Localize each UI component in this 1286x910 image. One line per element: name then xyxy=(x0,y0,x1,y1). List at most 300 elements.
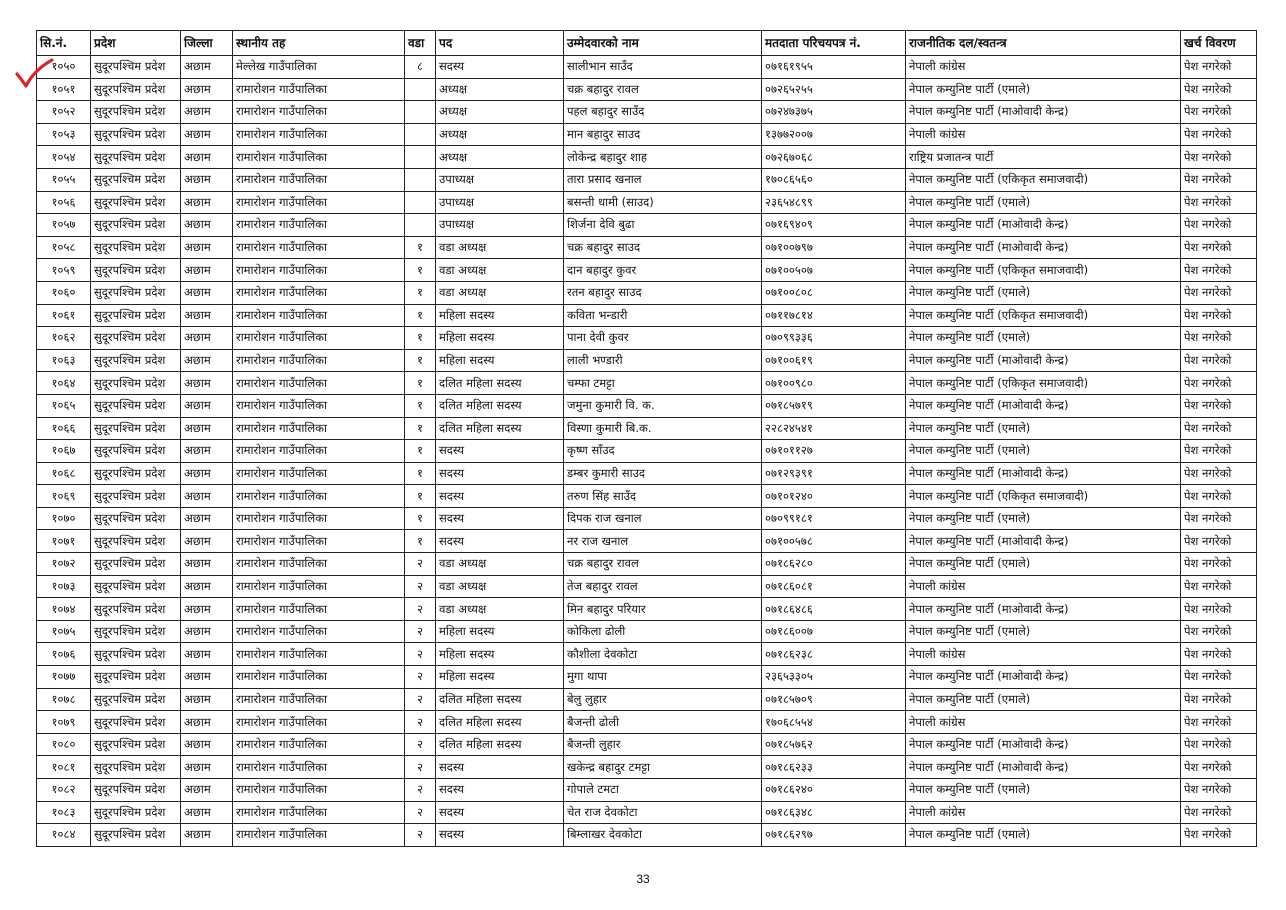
table-row xyxy=(37,620,1257,643)
cell-local-level: रामारोशन गाउँपालिका xyxy=(233,349,405,372)
cell-candidate-name: चक्र बहादुर रावल xyxy=(564,78,762,101)
cell-expense-status: पेश नगरेको xyxy=(1181,824,1257,847)
table-row xyxy=(37,666,1257,689)
cell-ward: २ xyxy=(405,733,436,756)
cell-expense-status: पेश नगरेको xyxy=(1181,259,1257,282)
cell-voter-id: ०७१०११२७ xyxy=(762,440,906,463)
cell-local-level: रामारोशन गाउँपालिका xyxy=(233,394,405,417)
cell-local-level: रामारोशन गाउँपालिका xyxy=(233,824,405,847)
cell-party: नेपाल कम्युनिष्ट पार्टी (माओवादी केन्द्र) xyxy=(906,101,1181,124)
cell-province: सुदूरपश्चिम प्रदेश xyxy=(91,801,181,824)
cell-serial: १०७५ xyxy=(37,620,91,643)
cell-party: नेपाल कम्युनिष्ट पार्टी (एकिकृत समाजवादी) xyxy=(906,168,1181,191)
cell-ward: १ xyxy=(405,530,436,553)
header-post: पद xyxy=(436,31,564,56)
table-row xyxy=(37,349,1257,372)
cell-serial: १०५६ xyxy=(37,191,91,214)
cell-candidate-name: मिन बहादुर परियार xyxy=(564,598,762,621)
table-row xyxy=(37,236,1257,259)
cell-party: नेपाल कम्युनिष्ट पार्टी (एमाले) xyxy=(906,78,1181,101)
cell-local-level: रामारोशन गाउँपालिका xyxy=(233,779,405,802)
cell-post: वडा अध्यक्ष xyxy=(436,281,564,304)
cell-expense-status: पेश नगरेको xyxy=(1181,349,1257,372)
cell-province: सुदूरपश्चिम प्रदेश xyxy=(91,733,181,756)
cell-province: सुदूरपश्चिम प्रदेश xyxy=(91,394,181,417)
cell-serial: १०६१ xyxy=(37,304,91,327)
cell-party: नेपाली कांग्रेस xyxy=(906,575,1181,598)
cell-district: अछाम xyxy=(181,462,233,485)
cell-post: सदस्य xyxy=(436,530,564,553)
cell-ward: २ xyxy=(405,643,436,666)
cell-local-level: रामारोशन गाउँपालिका xyxy=(233,666,405,689)
cell-local-level: रामारोशन गाउँपालिका xyxy=(233,372,405,395)
cell-voter-id: २३६५३३०५ xyxy=(762,666,906,689)
table-row xyxy=(37,281,1257,304)
cell-province: सुदूरपश्चिम प्रदेश xyxy=(91,598,181,621)
cell-party: नेपाल कम्युनिष्ट पार्टी (एकिकृत समाजवादी) xyxy=(906,372,1181,395)
cell-expense-status: पेश नगरेको xyxy=(1181,78,1257,101)
cell-district: अछाम xyxy=(181,575,233,598)
cell-serial: १०७४ xyxy=(37,598,91,621)
table-row xyxy=(37,372,1257,395)
cell-local-level: रामारोशन गाउँपालिका xyxy=(233,417,405,440)
cell-voter-id: ०७१८५७०९ xyxy=(762,688,906,711)
table-row xyxy=(37,168,1257,191)
cell-expense-status: पेश नगरेको xyxy=(1181,553,1257,576)
cell-candidate-name: बैजन्ती ढोली xyxy=(564,711,762,734)
cell-party: नेपाल कम्युनिष्ट पार्टी (एमाले) xyxy=(906,824,1181,847)
cell-voter-id: २३६५४८९९ xyxy=(762,191,906,214)
cell-ward: १ xyxy=(405,281,436,304)
cell-post: महिला सदस्य xyxy=(436,349,564,372)
cell-ward: १ xyxy=(405,372,436,395)
cell-district: अछाम xyxy=(181,101,233,124)
cell-candidate-name: लाली भण्डारी xyxy=(564,349,762,372)
cell-ward xyxy=(405,191,436,214)
cell-post: सदस्य xyxy=(436,779,564,802)
table-row xyxy=(37,462,1257,485)
cell-ward xyxy=(405,78,436,101)
cell-post: दलित महिला सदस्य xyxy=(436,688,564,711)
cell-serial: १०७७ xyxy=(37,666,91,689)
cell-serial: १०७८ xyxy=(37,688,91,711)
cell-local-level: रामारोशन गाउँपालिका xyxy=(233,553,405,576)
cell-district: अछाम xyxy=(181,417,233,440)
cell-district: अछाम xyxy=(181,666,233,689)
cell-expense-status: पेश नगरेको xyxy=(1181,801,1257,824)
table-row xyxy=(37,146,1257,169)
table-row xyxy=(37,440,1257,463)
table-row xyxy=(37,56,1257,79)
cell-candidate-name: बेलु लुहार xyxy=(564,688,762,711)
cell-local-level: रामारोशन गाउँपालिका xyxy=(233,620,405,643)
cell-district: अछाम xyxy=(181,620,233,643)
cell-province: सुदूरपश्चिम प्रदेश xyxy=(91,620,181,643)
cell-candidate-name: खकेन्द्र बहादुर टमट्टा xyxy=(564,756,762,779)
cell-district: अछाम xyxy=(181,146,233,169)
cell-serial: १०५० xyxy=(37,56,91,79)
table-header-row xyxy=(37,31,1257,56)
cell-voter-id: ०७११७८१४ xyxy=(762,304,906,327)
cell-post: दलित महिला सदस्य xyxy=(436,394,564,417)
cell-expense-status: पेश नगरेको xyxy=(1181,598,1257,621)
cell-ward: २ xyxy=(405,553,436,576)
cell-candidate-name: दिपक राज खनाल xyxy=(564,507,762,530)
cell-candidate-name: मुगा थापा xyxy=(564,666,762,689)
table-row xyxy=(37,485,1257,508)
cell-province: सुदूरपश्चिम प्रदेश xyxy=(91,327,181,350)
cell-expense-status: पेश नगरेको xyxy=(1181,191,1257,214)
table-row xyxy=(37,575,1257,598)
cell-party: नेपाल कम्युनिष्ट पार्टी (एमाले) xyxy=(906,281,1181,304)
cell-district: अछाम xyxy=(181,779,233,802)
cell-district: अछाम xyxy=(181,281,233,304)
cell-candidate-name: तरुण सिंह साउँद xyxy=(564,485,762,508)
cell-voter-id: ०७१०१२४० xyxy=(762,485,906,508)
cell-candidate-name: चक्र बहादुर साउद xyxy=(564,236,762,259)
cell-post: वडा अध्यक्ष xyxy=(436,553,564,576)
cell-district: अछाम xyxy=(181,507,233,530)
cell-serial: १०६८ xyxy=(37,462,91,485)
header-ward: वडा xyxy=(405,31,436,56)
cell-ward: १ xyxy=(405,327,436,350)
cell-serial: १०५७ xyxy=(37,214,91,237)
cell-district: अछाम xyxy=(181,756,233,779)
table-row xyxy=(37,711,1257,734)
cell-local-level: रामारोशन गाउँपालिका xyxy=(233,101,405,124)
cell-province: सुदूरपश्चिम प्रदेश xyxy=(91,191,181,214)
cell-ward: २ xyxy=(405,779,436,802)
cell-local-level: रामारोशन गाउँपालिका xyxy=(233,281,405,304)
table-row xyxy=(37,191,1257,214)
cell-ward: १ xyxy=(405,394,436,417)
cell-voter-id: ०७१००९८० xyxy=(762,372,906,395)
cell-local-level: रामारोशन गाउँपालिका xyxy=(233,259,405,282)
cell-ward: १ xyxy=(405,304,436,327)
cell-local-level: रामारोशन गाउँपालिका xyxy=(233,462,405,485)
cell-serial: १०६४ xyxy=(37,372,91,395)
cell-province: सुदूरपश्चिम प्रदेश xyxy=(91,101,181,124)
cell-province: सुदूरपश्चिम प्रदेश xyxy=(91,417,181,440)
cell-post: सदस्य xyxy=(436,56,564,79)
cell-ward: १ xyxy=(405,507,436,530)
cell-party: नेपाल कम्युनिष्ट पार्टी (एमाले) xyxy=(906,440,1181,463)
cell-ward: १ xyxy=(405,462,436,485)
cell-voter-id: १७०८६५६० xyxy=(762,168,906,191)
cell-voter-id: ०७१००६१९ xyxy=(762,349,906,372)
cell-post: अध्यक्ष xyxy=(436,78,564,101)
cell-province: सुदूरपश्चिम प्रदेश xyxy=(91,259,181,282)
cell-district: अछाम xyxy=(181,733,233,756)
cell-post: उपाध्यक्ष xyxy=(436,191,564,214)
cell-candidate-name: सालीभान साउँद xyxy=(564,56,762,79)
cell-ward: १ xyxy=(405,259,436,282)
cell-serial: १०६७ xyxy=(37,440,91,463)
cell-ward: १ xyxy=(405,440,436,463)
cell-local-level: रामारोशन गाउँपालिका xyxy=(233,146,405,169)
cell-voter-id: ०७१८६४८६ xyxy=(762,598,906,621)
cell-local-level: रामारोशन गाउँपालिका xyxy=(233,123,405,146)
cell-candidate-name: तारा प्रसाद खनाल xyxy=(564,168,762,191)
header-candidate-name: उम्मेदवारको नाम xyxy=(564,31,762,56)
cell-party: नेपाली कांग्रेस xyxy=(906,56,1181,79)
table-row xyxy=(37,101,1257,124)
cell-candidate-name: विस्णा कुमारी बि.क. xyxy=(564,417,762,440)
cell-serial: १०८० xyxy=(37,733,91,756)
cell-local-level: रामारोशन गाउँपालिका xyxy=(233,191,405,214)
cell-local-level: रामारोशन गाउँपालिका xyxy=(233,236,405,259)
cell-party: नेपाली कांग्रेस xyxy=(906,643,1181,666)
cell-expense-status: पेश नगरेको xyxy=(1181,711,1257,734)
cell-candidate-name: पहल बहादुर साउँद xyxy=(564,101,762,124)
cell-province: सुदूरपश्चिम प्रदेश xyxy=(91,236,181,259)
cell-expense-status: पेश नगरेको xyxy=(1181,417,1257,440)
cell-serial: १०५९ xyxy=(37,259,91,282)
cell-province: सुदूरपश्चिम प्रदेश xyxy=(91,688,181,711)
cell-province: सुदूरपश्चिम प्रदेश xyxy=(91,168,181,191)
cell-province: सुदूरपश्चिम प्रदेश xyxy=(91,756,181,779)
cell-serial: १०७९ xyxy=(37,711,91,734)
cell-voter-id: ०७१८६२३८ xyxy=(762,643,906,666)
cell-district: अछाम xyxy=(181,643,233,666)
cell-district: अछाम xyxy=(181,688,233,711)
cell-expense-status: पेश नगरेको xyxy=(1181,146,1257,169)
table-row xyxy=(37,214,1257,237)
table-row xyxy=(37,78,1257,101)
cell-province: सुदूरपश्चिम प्रदेश xyxy=(91,824,181,847)
cell-local-level: रामारोशन गाउँपालिका xyxy=(233,507,405,530)
cell-party: नेपाल कम्युनिष्ट पार्टी (माओवादी केन्द्र) xyxy=(906,666,1181,689)
cell-ward: २ xyxy=(405,756,436,779)
table-row xyxy=(37,259,1257,282)
cell-serial: १०५४ xyxy=(37,146,91,169)
cell-province: सुदूरपश्चिम प्रदेश xyxy=(91,711,181,734)
cell-post: महिला सदस्य xyxy=(436,304,564,327)
cell-serial: १०५१ xyxy=(37,78,91,101)
cell-candidate-name: दान बहादुर कुवर xyxy=(564,259,762,282)
cell-local-level: रामारोशन गाउँपालिका xyxy=(233,598,405,621)
cell-party: नेपाल कम्युनिष्ट पार्टी (एमाले) xyxy=(906,779,1181,802)
cell-post: महिला सदस्य xyxy=(436,643,564,666)
cell-party: नेपाल कम्युनिष्ट पार्टी (माओवादी केन्द्र) xyxy=(906,236,1181,259)
cell-party: नेपाल कम्युनिष्ट पार्टी (एमाले) xyxy=(906,620,1181,643)
cell-voter-id: ०७१८६००७ xyxy=(762,620,906,643)
table-row xyxy=(37,801,1257,824)
cell-voter-id: ०७१८६०८१ xyxy=(762,575,906,598)
header-party: राजनीतिक दल/स्वतन्त्र xyxy=(906,31,1181,56)
table-row xyxy=(37,304,1257,327)
header-serial: सि.नं. xyxy=(37,31,91,56)
cell-voter-id: २२८२४५४१ xyxy=(762,417,906,440)
cell-serial: १०६५ xyxy=(37,394,91,417)
cell-party: नेपाल कम्युनिष्ट पार्टी (माओवादी केन्द्र) xyxy=(906,394,1181,417)
cell-voter-id: ०७१००५०७ xyxy=(762,259,906,282)
cell-party: राष्ट्रिय प्रजातन्त्र पार्टी xyxy=(906,146,1181,169)
cell-local-level: रामारोशन गाउँपालिका xyxy=(233,643,405,666)
cell-voter-id: ०७१८५७१९ xyxy=(762,394,906,417)
cell-post: वडा अध्यक्ष xyxy=(436,236,564,259)
cell-province: सुदूरपश्चिम प्रदेश xyxy=(91,440,181,463)
cell-province: सुदूरपश्चिम प्रदेश xyxy=(91,462,181,485)
cell-ward xyxy=(405,214,436,237)
cell-province: सुदूरपश्चिम प्रदेश xyxy=(91,575,181,598)
cell-serial: १०६० xyxy=(37,281,91,304)
cell-local-level: रामारोशन गाउँपालिका xyxy=(233,733,405,756)
table-row xyxy=(37,688,1257,711)
cell-province: सुदूरपश्चिम प्रदेश xyxy=(91,666,181,689)
cell-province: सुदूरपश्चिम प्रदेश xyxy=(91,530,181,553)
cell-ward: २ xyxy=(405,575,436,598)
cell-post: अध्यक्ष xyxy=(436,146,564,169)
cell-district: अछाम xyxy=(181,191,233,214)
cell-expense-status: पेश नगरेको xyxy=(1181,372,1257,395)
cell-district: अछाम xyxy=(181,56,233,79)
cell-expense-status: पेश नगरेको xyxy=(1181,643,1257,666)
cell-candidate-name: शिर्जना देवि बुढा xyxy=(564,214,762,237)
cell-party: नेपाली कांग्रेस xyxy=(906,123,1181,146)
cell-serial: १०८४ xyxy=(37,824,91,847)
cell-party: नेपाल कम्युनिष्ट पार्टी (एमाले) xyxy=(906,417,1181,440)
cell-province: सुदूरपश्चिम प्रदेश xyxy=(91,349,181,372)
cell-candidate-name: चक्र बहादुर रावल xyxy=(564,553,762,576)
cell-serial: १०५५ xyxy=(37,168,91,191)
cell-post: वडा अध्यक्ष xyxy=(436,598,564,621)
cell-expense-status: पेश नगरेको xyxy=(1181,756,1257,779)
cell-district: अछाम xyxy=(181,168,233,191)
cell-expense-status: पेश नगरेको xyxy=(1181,462,1257,485)
cell-district: अछाम xyxy=(181,553,233,576)
cell-post: सदस्य xyxy=(436,801,564,824)
cell-ward xyxy=(405,146,436,169)
cell-serial: १०७२ xyxy=(37,553,91,576)
cell-province: सुदूरपश्चिम प्रदेश xyxy=(91,485,181,508)
cell-ward: २ xyxy=(405,666,436,689)
cell-candidate-name: तेज बहादुर रावल xyxy=(564,575,762,598)
cell-voter-id: ०७१८६२८० xyxy=(762,553,906,576)
cell-voter-id: ०७१००७९७ xyxy=(762,236,906,259)
cell-district: अछाम xyxy=(181,530,233,553)
candidate-expense-table xyxy=(36,30,1257,847)
cell-post: उपाध्यक्ष xyxy=(436,168,564,191)
cell-expense-status: पेश नगरेको xyxy=(1181,327,1257,350)
cell-post: महिला सदस्य xyxy=(436,327,564,350)
cell-local-level: रामारोशन गाउँपालिका xyxy=(233,485,405,508)
cell-district: अछाम xyxy=(181,372,233,395)
cell-serial: १०७१ xyxy=(37,530,91,553)
cell-expense-status: पेश नगरेको xyxy=(1181,214,1257,237)
cell-local-level: रामारोशन गाउँपालिका xyxy=(233,801,405,824)
cell-province: सुदूरपश्चिम प्रदेश xyxy=(91,214,181,237)
cell-party: नेपाल कम्युनिष्ट पार्टी (एमाले) xyxy=(906,507,1181,530)
cell-post: महिला सदस्य xyxy=(436,666,564,689)
cell-district: अछाम xyxy=(181,214,233,237)
cell-voter-id: १३७७२००७ xyxy=(762,123,906,146)
table-body xyxy=(37,56,1257,847)
cell-expense-status: पेश नगरेको xyxy=(1181,168,1257,191)
cell-district: अछाम xyxy=(181,78,233,101)
cell-expense-status: पेश नगरेको xyxy=(1181,101,1257,124)
header-local-level: स्थानीय तह xyxy=(233,31,405,56)
cell-district: अछाम xyxy=(181,440,233,463)
cell-ward: २ xyxy=(405,801,436,824)
cell-expense-status: पेश नगरेको xyxy=(1181,507,1257,530)
cell-local-level: मेल्लेख गाउँपालिका xyxy=(233,56,405,79)
cell-ward: २ xyxy=(405,688,436,711)
cell-district: अछाम xyxy=(181,801,233,824)
cell-voter-id: ०७२६५२५५ xyxy=(762,78,906,101)
cell-serial: १०७३ xyxy=(37,575,91,598)
cell-expense-status: पेश नगरेको xyxy=(1181,666,1257,689)
cell-post: सदस्य xyxy=(436,756,564,779)
cell-voter-id: ०७१८६३४८ xyxy=(762,801,906,824)
cell-serial: १०५२ xyxy=(37,101,91,124)
table-row xyxy=(37,733,1257,756)
cell-district: अछाम xyxy=(181,259,233,282)
cell-post: दलित महिला सदस्य xyxy=(436,417,564,440)
cell-local-level: रामारोशन गाउँपालिका xyxy=(233,575,405,598)
cell-province: सुदूरपश्चिम प्रदेश xyxy=(91,553,181,576)
cell-local-level: रामारोशन गाउँपालिका xyxy=(233,78,405,101)
cell-party: नेपाल कम्युनिष्ट पार्टी (माओवादी केन्द्र) xyxy=(906,530,1181,553)
cell-party: नेपाल कम्युनिष्ट पार्टी (एमाले) xyxy=(906,688,1181,711)
cell-expense-status: पेश नगरेको xyxy=(1181,56,1257,79)
cell-candidate-name: बिम्लाखर देवकोटा xyxy=(564,824,762,847)
cell-party: नेपाल कम्युनिष्ट पार्टी (एकिकृत समाजवादी) xyxy=(906,259,1181,282)
cell-candidate-name: नर राज खनाल xyxy=(564,530,762,553)
cell-ward xyxy=(405,168,436,191)
header-district: जिल्ला xyxy=(181,31,233,56)
table-row xyxy=(37,394,1257,417)
cell-province: सुदूरपश्चिम प्रदेश xyxy=(91,78,181,101)
cell-district: अछाम xyxy=(181,598,233,621)
cell-party: नेपाल कम्युनिष्ट पार्टी (एकिकृत समाजवादी) xyxy=(906,304,1181,327)
cell-candidate-name: डम्बर कुमारी साउद xyxy=(564,462,762,485)
cell-expense-status: पेश नगरेको xyxy=(1181,304,1257,327)
cell-candidate-name: बसन्ती धामी (साउद) xyxy=(564,191,762,214)
cell-expense-status: पेश नगरेको xyxy=(1181,281,1257,304)
cell-district: अछाम xyxy=(181,327,233,350)
cell-local-level: रामारोशन गाउँपालिका xyxy=(233,756,405,779)
cell-province: सुदूरपश्चिम प्रदेश xyxy=(91,123,181,146)
cell-district: अछाम xyxy=(181,236,233,259)
cell-voter-id: ०७१८६२३३ xyxy=(762,756,906,779)
cell-voter-id: ०७२४७३७५ xyxy=(762,101,906,124)
cell-expense-status: पेश नगरेको xyxy=(1181,620,1257,643)
cell-expense-status: पेश नगरेको xyxy=(1181,575,1257,598)
cell-province: सुदूरपश्चिम प्रदेश xyxy=(91,146,181,169)
cell-voter-id: ०७१६१९५५ xyxy=(762,56,906,79)
cell-candidate-name: कोकिला ढोली xyxy=(564,620,762,643)
cell-expense-status: पेश नगरेको xyxy=(1181,394,1257,417)
cell-district: अछाम xyxy=(181,304,233,327)
cell-party: नेपाल कम्युनिष्ट पार्टी (माओवादी केन्द्र) xyxy=(906,598,1181,621)
cell-ward: १ xyxy=(405,485,436,508)
cell-post: सदस्य xyxy=(436,462,564,485)
header-voter-id: मतदाता परिचयपत्र नं. xyxy=(762,31,906,56)
cell-candidate-name: लोकेन्द्र बहादुर शाह xyxy=(564,146,762,169)
cell-local-level: रामारोशन गाउँपालिका xyxy=(233,440,405,463)
cell-post: दलित महिला सदस्य xyxy=(436,711,564,734)
cell-district: अछाम xyxy=(181,349,233,372)
cell-district: अछाम xyxy=(181,394,233,417)
cell-local-level: रामारोशन गाउँपालिका xyxy=(233,327,405,350)
cell-party: नेपाल कम्युनिष्ट पार्टी (माओवादी केन्द्र) xyxy=(906,349,1181,372)
cell-serial: १०८१ xyxy=(37,756,91,779)
cell-ward: २ xyxy=(405,620,436,643)
cell-expense-status: पेश नगरेको xyxy=(1181,688,1257,711)
cell-ward: २ xyxy=(405,598,436,621)
cell-expense-status: पेश नगरेको xyxy=(1181,485,1257,508)
